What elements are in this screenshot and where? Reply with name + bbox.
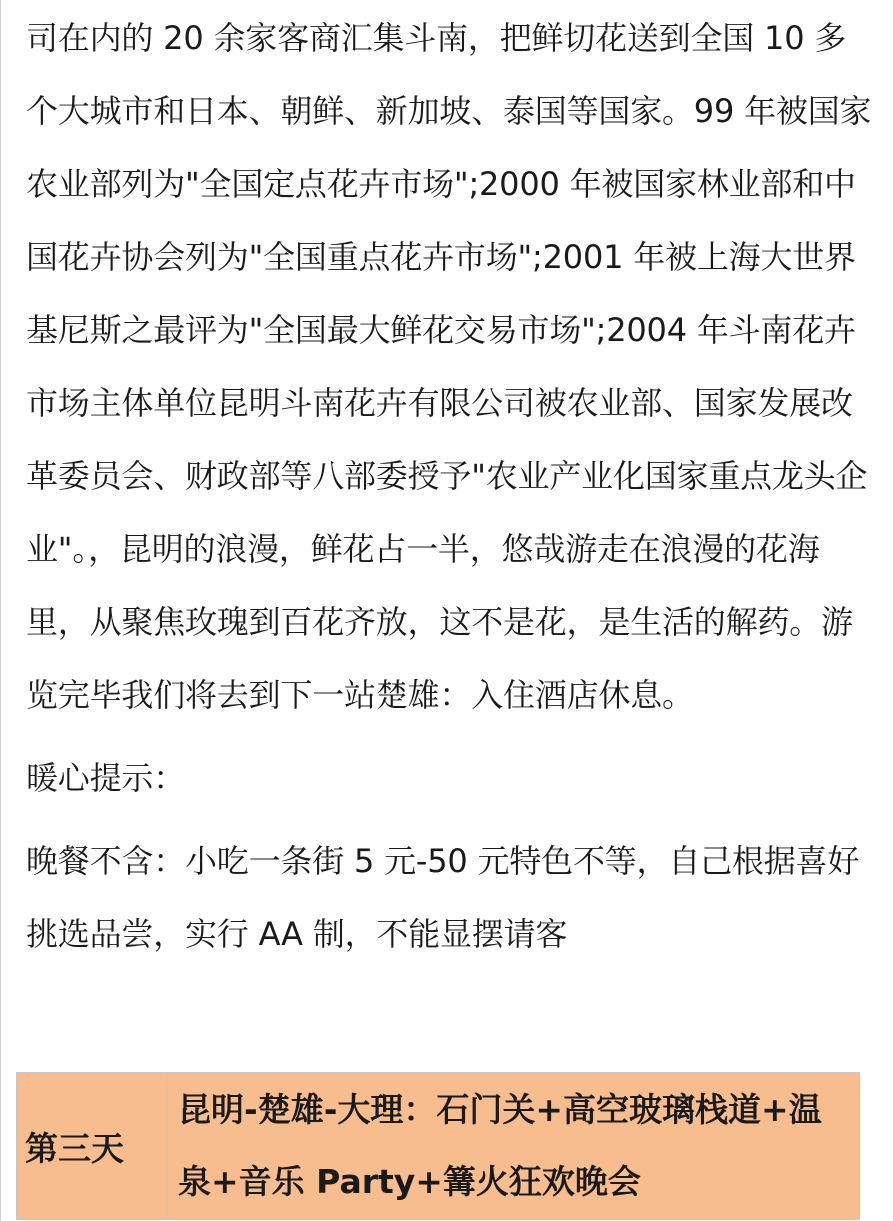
tip-heading: 暖心提示：: [26, 759, 186, 797]
article-paragraph: 司在内的 20 余家客商汇集斗南，把鲜切花送到全国 10 多个大城市和日本、朝鲜、新加坡、泰国等国家。99 年被国家农业部列为"全国定点花卉市场";2000 年被国家林业部和中国花卉协会列为"全国重点花卉市场";2001 年被上海大世界基尼斯之最评为"全国最大鲜花交易市场";2004 年斗南花卉市场主体单位昆明斗南花卉有限公司被农业部、国家发展改革委员会、财政部等八部委授予"农业产业化国家重点龙头企业"。，昆明的浪漫，鲜花占一半，悠哉游走在浪漫的花海里，从聚焦玫瑰到百花齐放，这不是花，是生活的解药。游览完毕我们将去到下一站楚雄：入住酒店休息。: [26, 19, 872, 714]
paragraph-spacer: [26, 815, 872, 825]
day-route-title: 昆明-楚雄-大理：石门关+高空玻璃栈道+温泉+音乐 Party+篝火狂欢晚会: [168, 1073, 860, 1220]
paragraph-spacer: [26, 732, 872, 742]
itinerary-day-row: [17, 1073, 860, 1220]
day-label: 第三天: [17, 1073, 168, 1220]
article-body: [26, 2, 872, 971]
tip-text: 晚餐不含：小吃一条街 5 元-50 元特色不等，自己根据喜好挑选品尝，实行 AA 制，不能显摆请客: [26, 842, 860, 953]
itinerary-day-table: [16, 1072, 860, 1220]
